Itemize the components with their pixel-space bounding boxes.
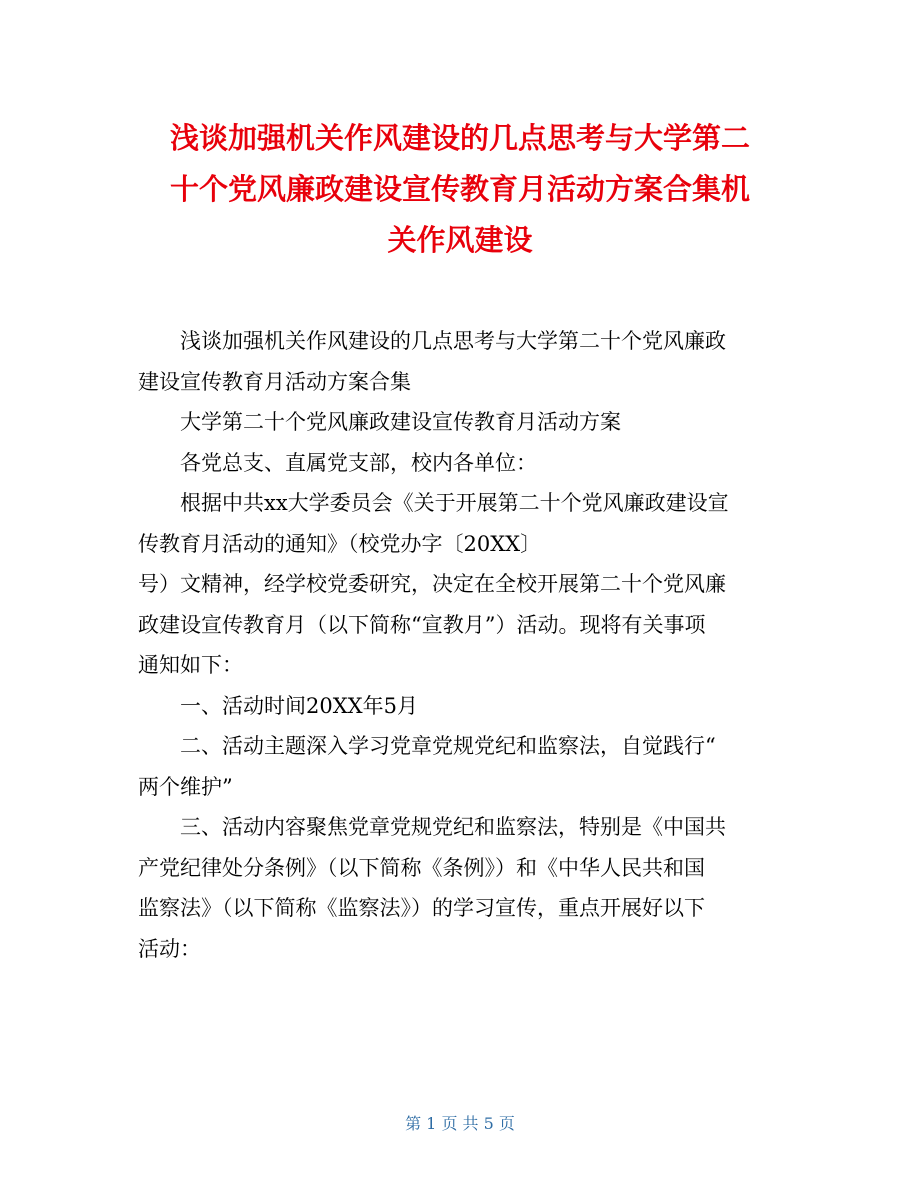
title-line-2: 十个党风廉政建设宣传教育月活动方案合集机 <box>169 172 750 206</box>
page-footer: 第 1 页 共 5 页 <box>405 1114 515 1133</box>
body-line-16: 活动： <box>138 936 201 961</box>
title-line-1: 浅谈加强机关作风建设的几点思考与大学第二 <box>169 121 750 155</box>
body-line-12: 两个维护” <box>138 774 233 799</box>
body-line-4: 各党总支、直属党支部，校内各单位： <box>180 450 537 475</box>
body-line-9: 通知如下： <box>138 653 243 677</box>
body-line-13: 三、活动内容聚焦党章党规党纪和监察法，特别是《中国共 <box>180 815 726 839</box>
body-line-14: 产党纪律处分条例》（以下简称《条例》）和《中华人民共和国 <box>138 855 705 880</box>
title-line-3: 关作风建设 <box>387 223 533 257</box>
body-line-6: 传教育月活动的通知》（校党办字〔20XX〕 <box>138 531 542 556</box>
body-line-7: 号）文精神，经学校党委研究，决定在全校开展第二十个党风廉 <box>138 572 726 596</box>
document-body <box>138 321 788 969</box>
body-line-1: 浅谈加强机关作风建设的几点思考与大学第二十个党风廉政 <box>180 329 726 353</box>
body-line-3: 大学第二十个党风廉政建设宣传教育月活动方案 <box>180 410 621 434</box>
body-line-11: 二、活动主题深入学习党章党规党纪和监察法，自觉践行“ <box>180 734 716 758</box>
body-line-15: 监察法》（以下简称《监察法》）的学习宣传，重点开展好以下 <box>138 896 705 920</box>
body-line-8: 政建设宣传教育月（以下简称“宣教月”）活动。现将有关事项 <box>138 612 706 637</box>
document-title <box>135 113 785 266</box>
body-line-10: 一、活动时间20XX年5月 <box>180 693 418 718</box>
body-line-2: 建设宣传教育月活动方案合集 <box>138 369 411 394</box>
body-line-5: 根据中共xx大学委员会《关于开展第二十个党风廉政建设宣 <box>180 491 729 515</box>
